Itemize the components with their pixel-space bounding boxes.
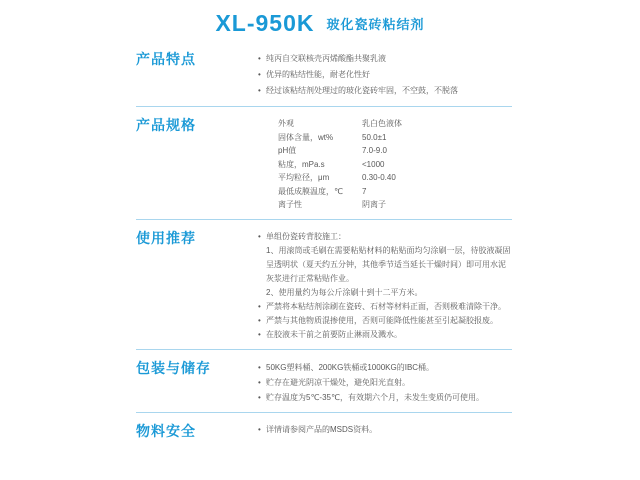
section-content [258, 230, 512, 342]
spec-value: 乳白色液体 [362, 119, 402, 128]
section-heading-material-safety: 物料安全 [136, 422, 196, 439]
product-model: XL-950K [215, 10, 315, 36]
bullet-icon: • [258, 70, 261, 79]
page-header [0, 0, 640, 37]
section-content [258, 51, 512, 99]
spec-row [278, 144, 512, 158]
bullet-text: 单组份瓷砖背胶施工： [266, 231, 346, 241]
sub-item [258, 244, 512, 286]
bullet-text: 严禁将本粘结剂涂刷在瓷砖、石材等材料正面，否则极难清除干净。 [266, 301, 506, 311]
bullet-item [258, 328, 512, 342]
bullet-icon: • [258, 362, 261, 372]
section-usage-recommendations [136, 220, 512, 350]
bullet-text: 经过该粘结剂处理过的玻化瓷砖牢固，不空鼓，不脱落 [266, 86, 458, 95]
bullet-icon: • [258, 86, 261, 95]
bullet-text: 在胶液未干前之前要防止淋雨及溅水。 [266, 329, 402, 339]
bullet-text: 1、用滚筒或毛刷在需要粘贴材料的粘贴面均匀涂刷一层，待胶液凝固呈透明状（夏天约五分钟，其他季节适当延长干燥时间）即可用水泥灰浆进行正常粘贴作业。 [266, 245, 511, 283]
spec-row [278, 185, 512, 199]
bullet-text: 优异的粘结性能，耐老化性好 [266, 70, 370, 79]
section-content [258, 117, 512, 212]
bullet-item [258, 51, 512, 67]
section-heading-usage-recommendations: 使用推荐 [136, 229, 196, 246]
bullet-item [258, 375, 512, 390]
bullet-item [258, 67, 512, 83]
section-material-safety [136, 413, 512, 448]
bullet-text: 50KG塑料桶、200KG铁桶或1000KG的IBC桶。 [266, 362, 435, 372]
spec-label: 粘度，mPa.s [278, 159, 325, 169]
bullet-text: 贮存温度为5℃-35℃，有效期六个月，未发生变质仍可使用。 [266, 392, 484, 402]
section-content [258, 360, 512, 405]
spec-value: 7.0-9.0 [362, 146, 387, 155]
bullet-text: 详情请参阅产品的MSDS资料。 [266, 424, 378, 434]
spec-value: 50.0±1 [362, 132, 387, 142]
spec-row [278, 171, 512, 185]
spec-label: pH值 [278, 146, 297, 155]
bullet-item [258, 423, 512, 437]
bullet-icon: • [258, 392, 261, 402]
spec-row [278, 198, 512, 212]
bullet-item [258, 390, 512, 405]
bullet-item [258, 300, 512, 314]
bullet-item [258, 83, 512, 99]
spec-value: <1000 [362, 159, 385, 169]
spec-row [278, 131, 512, 145]
spec-value: 7 [362, 186, 367, 196]
bullet-icon: • [258, 231, 261, 241]
sub-item [258, 286, 512, 300]
bullet-icon: • [258, 377, 261, 387]
spec-label: 外观 [278, 119, 294, 128]
bullet-item [258, 314, 512, 328]
bullet-item [258, 230, 512, 244]
spec-label: 最低成膜温度，℃ [278, 186, 343, 196]
bullet-item [258, 360, 512, 375]
section-product-features [136, 41, 512, 107]
product-name: 玻化瓷砖粘结剂 [326, 17, 425, 32]
bullet-text: 2、使用量约为每公斤涂刷十到十二平方米。 [266, 287, 423, 297]
bullet-text: 纯丙自交联核壳丙烯酸酯共聚乳液 [266, 54, 386, 63]
bullet-icon: • [258, 54, 261, 63]
spec-row [278, 117, 512, 131]
bullet-text: 贮存在避光阴凉干燥处，避免阳光直射。 [266, 377, 410, 387]
sections-container [136, 41, 512, 447]
spec-row [278, 158, 512, 172]
section-heading-product-specifications: 产品规格 [136, 117, 196, 133]
section-content [258, 423, 512, 441]
spec-label: 离子性 [278, 200, 302, 209]
section-product-specifications [136, 107, 512, 220]
bullet-text: 严禁与其他物质混掺使用，否则可能降低性能甚至引起凝胶报废。 [266, 315, 498, 325]
spec-label: 平均粒径，μm [278, 173, 330, 182]
spec-value: 0.30-0.40 [362, 173, 396, 182]
section-heading-packaging-storage: 包装与储存 [136, 359, 211, 376]
bullet-icon: • [258, 301, 261, 311]
section-packaging-storage [136, 350, 512, 413]
spec-value: 阴离子 [362, 200, 386, 209]
bullet-icon: • [258, 329, 261, 339]
section-heading-product-features: 产品特点 [136, 51, 196, 67]
bullet-icon: • [258, 424, 261, 434]
spec-label: 固体含量，wt% [278, 132, 334, 142]
bullet-icon: • [258, 315, 261, 325]
